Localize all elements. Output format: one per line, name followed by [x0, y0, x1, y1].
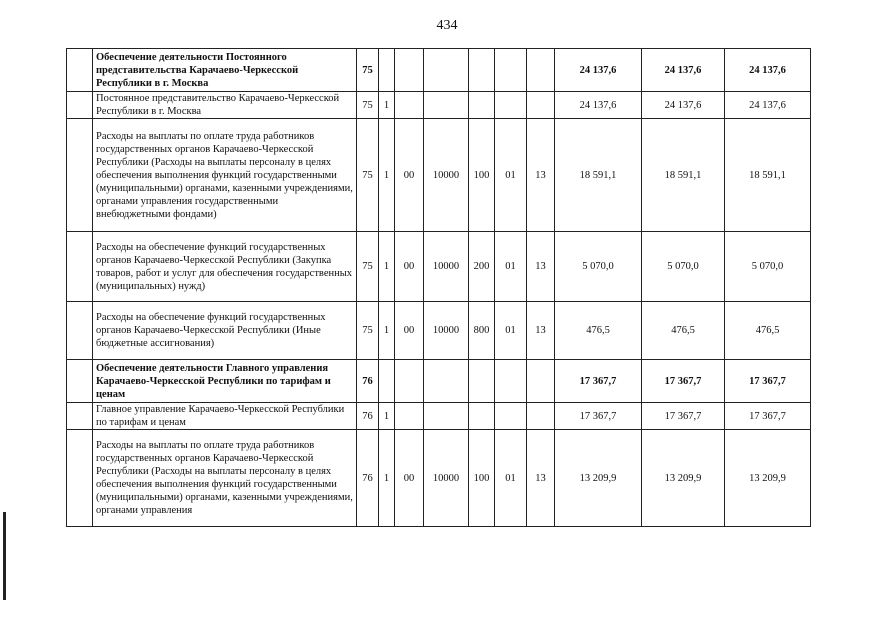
table-row — [67, 403, 811, 430]
code-cell-c7 — [527, 360, 555, 403]
code-cell-c6: 01 — [495, 119, 527, 232]
table-row — [67, 232, 811, 302]
code-cell-c6: 01 — [495, 430, 527, 527]
row-name: Расходы на выплаты по оплате труда работников государственных органов Карачаево-Черкесской Республики (Расходы на выплаты персоналу в целях обеспечения выполнения функций государственными (муниципальными) органами, казенными учреждениями, органами управления — [93, 430, 357, 527]
scan-edge-mark — [3, 512, 6, 600]
code-cell-c5 — [469, 403, 495, 430]
empty-cell — [67, 403, 93, 430]
row-name: Обеспечение деятельности Главного управления Карачаево-Черкесской Республики по тарифам и ценам — [93, 360, 357, 403]
code-cell-c6 — [495, 403, 527, 430]
code-cell-c3: 00 — [395, 302, 424, 360]
code-cell-c4: 10000 — [424, 302, 469, 360]
amount-cell-v3: 5 070,0 — [725, 232, 811, 302]
table-row — [67, 430, 811, 527]
code-cell-c5: 800 — [469, 302, 495, 360]
empty-cell — [67, 360, 93, 403]
code-cell-c2: 1 — [379, 430, 395, 527]
code-cell-c4: 10000 — [424, 119, 469, 232]
code-cell-c5: 200 — [469, 232, 495, 302]
code-cell-c3: 00 — [395, 232, 424, 302]
code-cell-c5 — [469, 360, 495, 403]
code-cell-c4: 10000 — [424, 430, 469, 527]
empty-cell — [67, 119, 93, 232]
table-row — [67, 49, 811, 92]
row-name: Расходы на обеспечение функций государственных органов Карачаево-Черкесской Республики (Иные бюджетные ассигнования) — [93, 302, 357, 360]
code-cell-c7 — [527, 49, 555, 92]
amount-cell-v1: 13 209,9 — [555, 430, 642, 527]
amount-cell-v2: 18 591,1 — [642, 119, 725, 232]
code-cell-c3 — [395, 360, 424, 403]
code-cell-c4: 10000 — [424, 232, 469, 302]
empty-cell — [67, 49, 93, 92]
code-cell-c4 — [424, 49, 469, 92]
code-cell-c1: 75 — [357, 49, 379, 92]
amount-cell-v2: 24 137,6 — [642, 49, 725, 92]
code-cell-c2: 1 — [379, 92, 395, 119]
code-cell-c2: 1 — [379, 119, 395, 232]
code-cell-c2 — [379, 360, 395, 403]
amount-cell-v1: 17 367,7 — [555, 403, 642, 430]
amount-cell-v2: 17 367,7 — [642, 403, 725, 430]
code-cell-c7: 13 — [527, 232, 555, 302]
table-row — [67, 360, 811, 403]
code-cell-c5: 100 — [469, 430, 495, 527]
code-cell-c6: 01 — [495, 232, 527, 302]
amount-cell-v2: 476,5 — [642, 302, 725, 360]
amount-cell-v1: 5 070,0 — [555, 232, 642, 302]
row-name: Главное управление Карачаево-Черкесской Республики по тарифам и ценам — [93, 403, 357, 430]
code-cell-c2: 1 — [379, 232, 395, 302]
amount-cell-v2: 5 070,0 — [642, 232, 725, 302]
code-cell-c2 — [379, 49, 395, 92]
amount-cell-v3: 476,5 — [725, 302, 811, 360]
budget-table — [66, 48, 811, 527]
code-cell-c2: 1 — [379, 403, 395, 430]
amount-cell-v1: 24 137,6 — [555, 49, 642, 92]
amount-cell-v1: 18 591,1 — [555, 119, 642, 232]
code-cell-c1: 76 — [357, 360, 379, 403]
code-cell-c1: 75 — [357, 232, 379, 302]
amount-cell-v3: 17 367,7 — [725, 403, 811, 430]
code-cell-c3 — [395, 403, 424, 430]
code-cell-c6 — [495, 92, 527, 119]
code-cell-c5: 100 — [469, 119, 495, 232]
code-cell-c3 — [395, 49, 424, 92]
empty-cell — [67, 92, 93, 119]
table-row — [67, 119, 811, 232]
page-number: 434 — [436, 18, 458, 33]
row-name: Обеспечение деятельности Постоянного представительства Карачаево-Черкесской Республики в г. Москва — [93, 49, 357, 92]
empty-cell — [67, 430, 93, 527]
amount-cell-v1: 476,5 — [555, 302, 642, 360]
code-cell-c5 — [469, 92, 495, 119]
amount-cell-v3: 13 209,9 — [725, 430, 811, 527]
code-cell-c1: 75 — [357, 92, 379, 119]
row-name: Постоянное представительство Карачаево-Черкесской Республики в г. Москва — [93, 92, 357, 119]
code-cell-c7 — [527, 403, 555, 430]
code-cell-c4 — [424, 403, 469, 430]
table-row — [67, 92, 811, 119]
amount-cell-v1: 17 367,7 — [555, 360, 642, 403]
code-cell-c1: 75 — [357, 302, 379, 360]
amount-cell-v3: 18 591,1 — [725, 119, 811, 232]
amount-cell-v2: 24 137,6 — [642, 92, 725, 119]
code-cell-c5 — [469, 49, 495, 92]
code-cell-c7 — [527, 92, 555, 119]
code-cell-c3: 00 — [395, 119, 424, 232]
amount-cell-v3: 24 137,6 — [725, 49, 811, 92]
table-row — [67, 302, 811, 360]
amount-cell-v3: 24 137,6 — [725, 92, 811, 119]
code-cell-c7: 13 — [527, 430, 555, 527]
row-name: Расходы на обеспечение функций государственных органов Карачаево-Черкесской Республики (Закупка товаров, работ и услуг для обеспечения государственных (муниципальных) нужд) — [93, 232, 357, 302]
code-cell-c6: 01 — [495, 302, 527, 360]
amount-cell-v2: 17 367,7 — [642, 360, 725, 403]
code-cell-c1: 76 — [357, 403, 379, 430]
amount-cell-v2: 13 209,9 — [642, 430, 725, 527]
empty-cell — [67, 232, 93, 302]
code-cell-c6 — [495, 360, 527, 403]
code-cell-c3: 00 — [395, 430, 424, 527]
code-cell-c2: 1 — [379, 302, 395, 360]
code-cell-c6 — [495, 49, 527, 92]
row-name: Расходы на выплаты по оплате труда работников государственных органов Карачаево-Черкесской Республики (Расходы на выплаты персоналу в целях обеспечения выполнения функций государственными (муниципальными) органами, казенными учреждениями, органами управления государственными внебюджетными фондами) — [93, 119, 357, 232]
code-cell-c1: 75 — [357, 119, 379, 232]
code-cell-c7: 13 — [527, 302, 555, 360]
empty-cell — [67, 302, 93, 360]
code-cell-c4 — [424, 92, 469, 119]
code-cell-c7: 13 — [527, 119, 555, 232]
amount-cell-v3: 17 367,7 — [725, 360, 811, 403]
code-cell-c4 — [424, 360, 469, 403]
code-cell-c3 — [395, 92, 424, 119]
code-cell-c1: 76 — [357, 430, 379, 527]
amount-cell-v1: 24 137,6 — [555, 92, 642, 119]
